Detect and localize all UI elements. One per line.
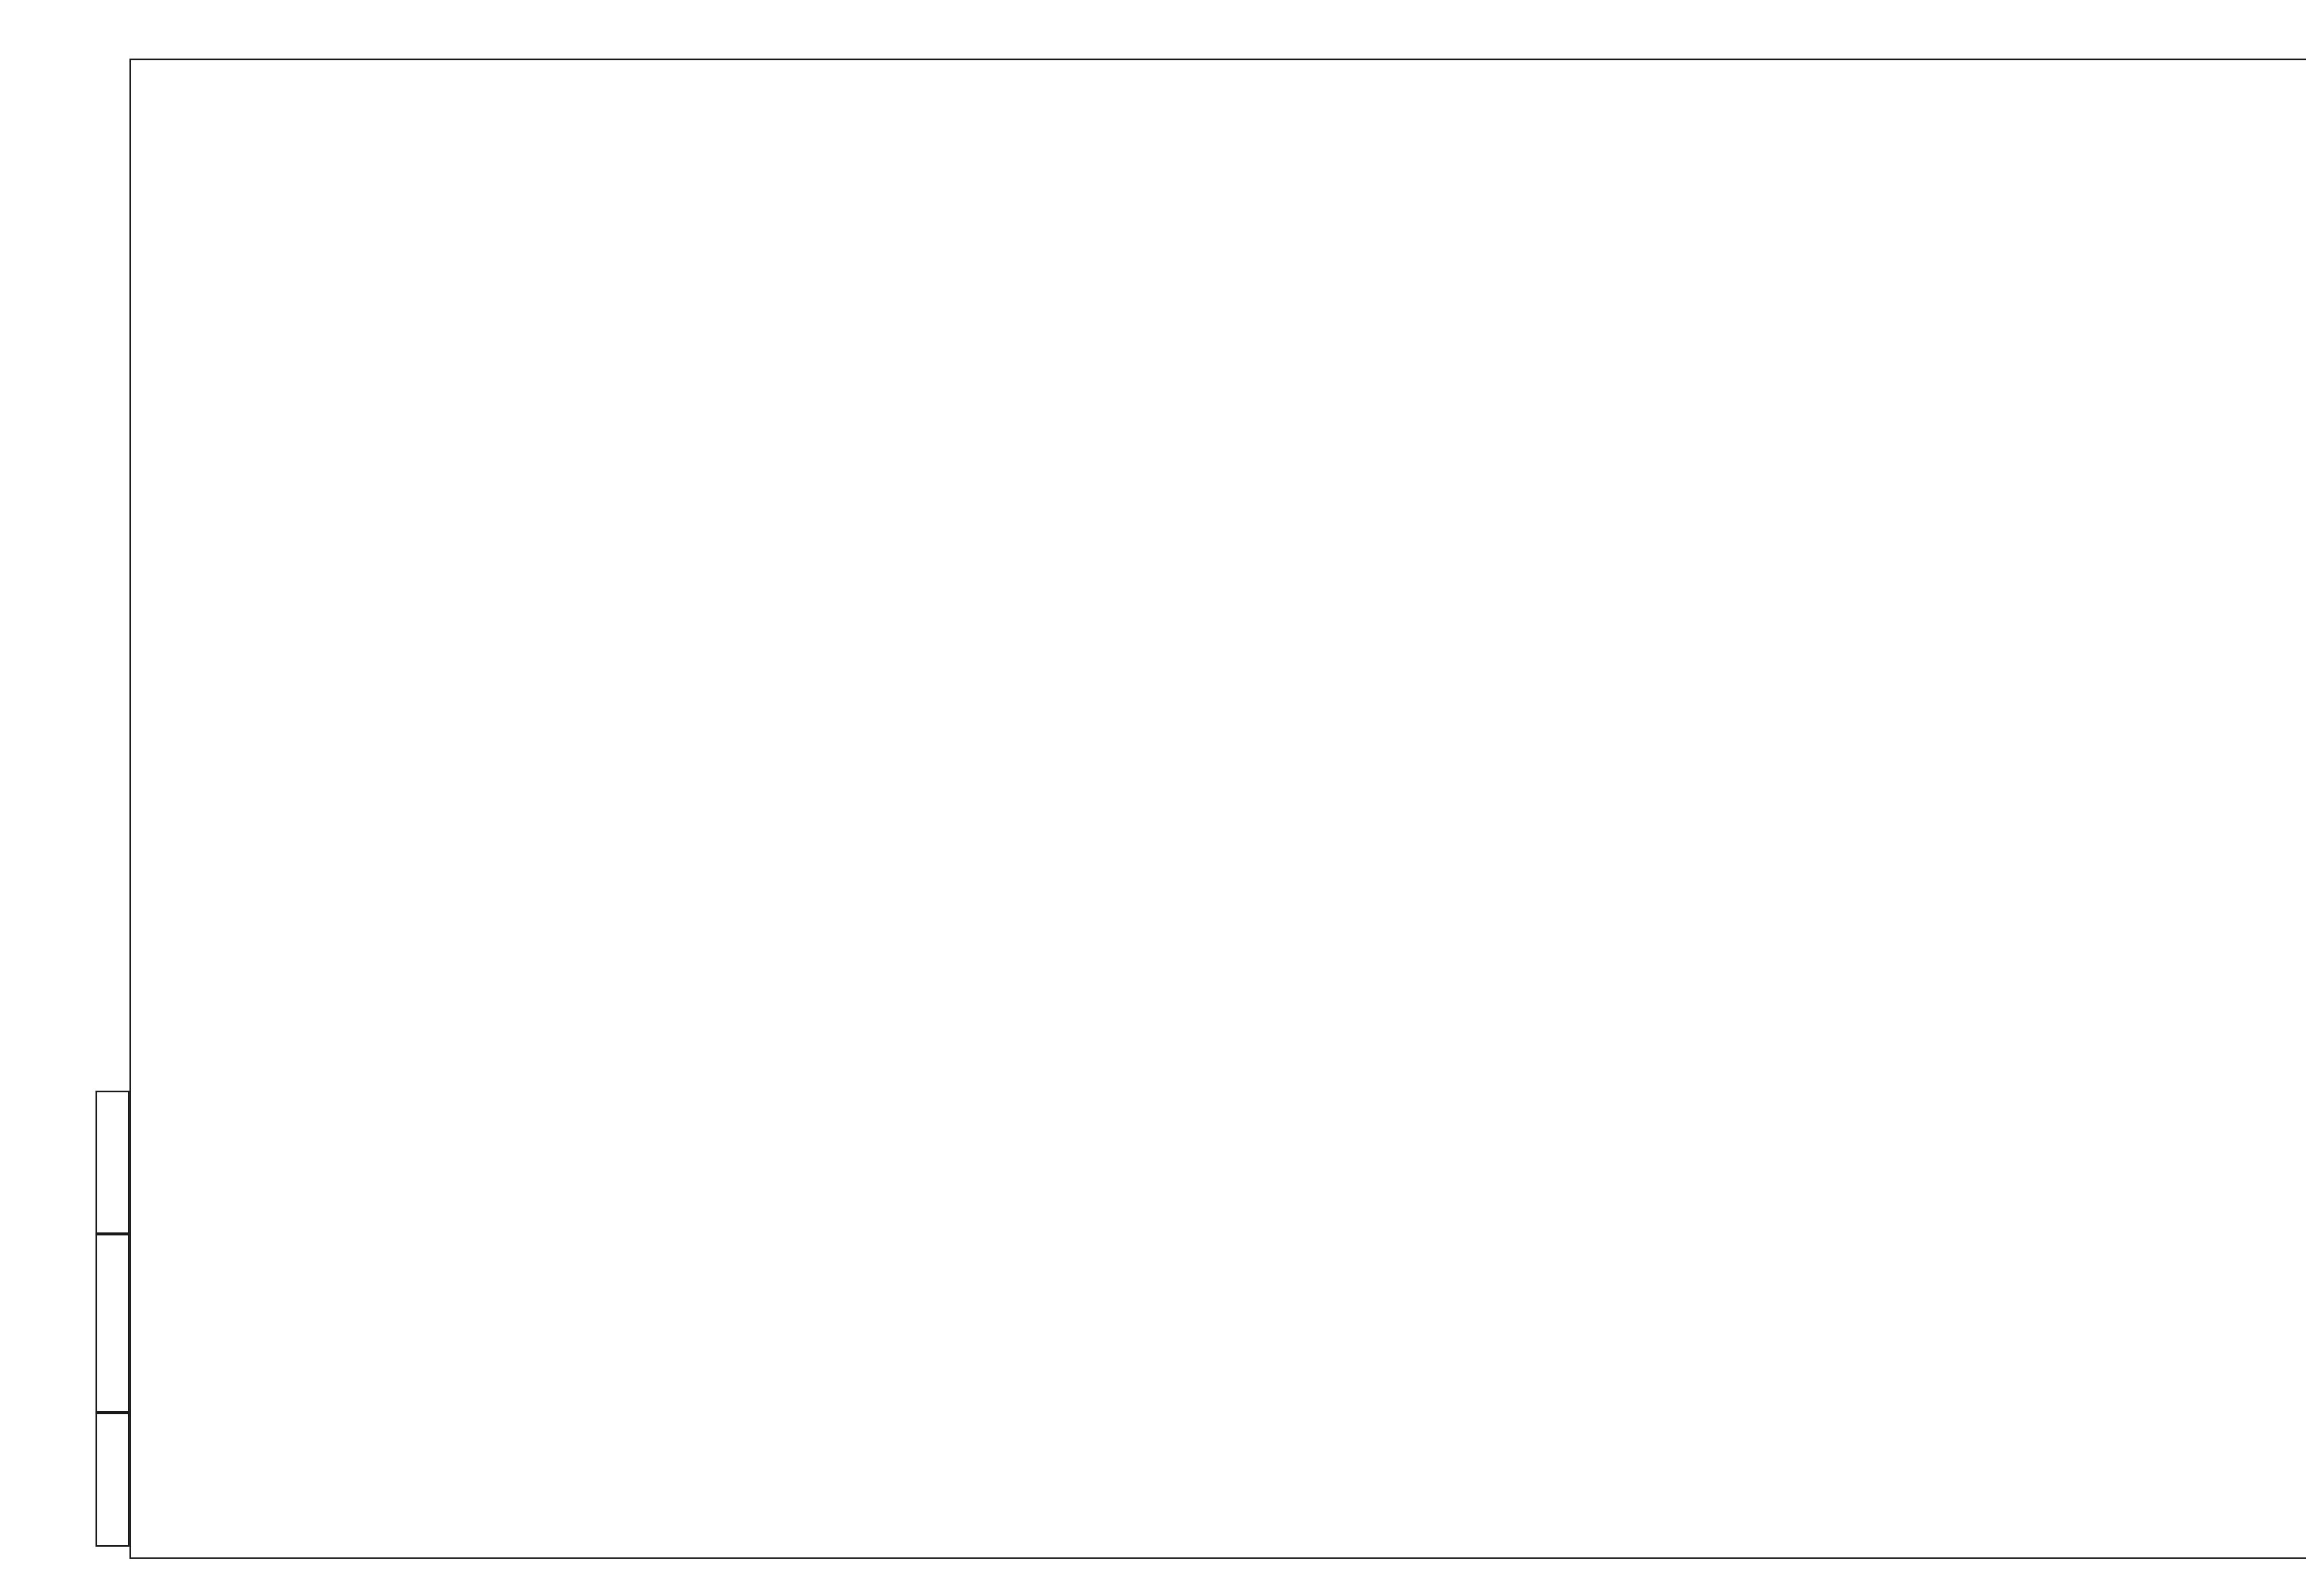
drawing-frame [130,59,2306,1559]
side-stamp [95,1091,129,1547]
